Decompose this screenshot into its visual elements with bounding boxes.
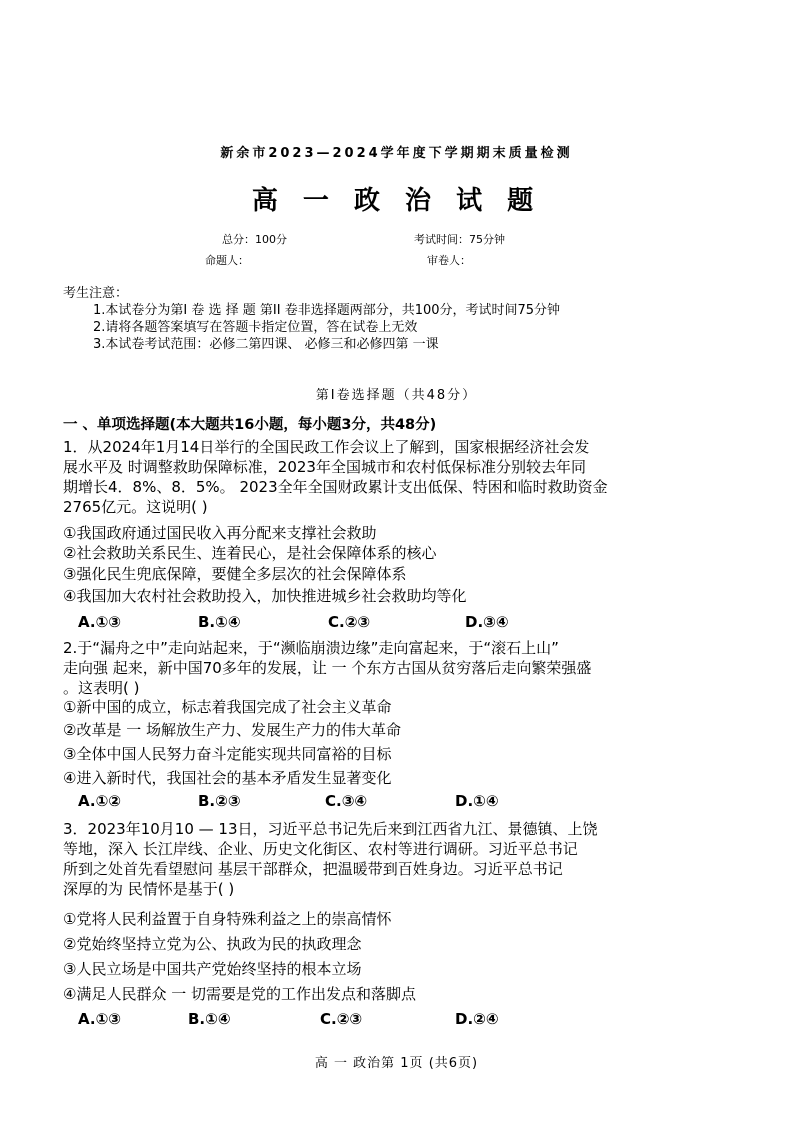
exam-name: 新余市2023—2024学年度下学期期末质量检测 bbox=[220, 146, 573, 161]
stem-line: 1．从2024年1月14日举行的全国民政工作会议上了解到，国家根据经济社会发 bbox=[63, 438, 590, 456]
question-1-option: ④我国加大农村社会救助投入，加快推进城乡社会救助均等化 bbox=[63, 587, 467, 605]
part-title: 一 、单项选择题(本大题共16小题，每小题3分，共48分) bbox=[63, 417, 437, 433]
choice-c: C.②③ bbox=[320, 1010, 363, 1028]
question-2-option: ①新中国的成立，标志着我国完成了社会主义革命 bbox=[63, 698, 392, 716]
question-1-stem bbox=[63, 437, 728, 517]
page-footer: 高 一 政治第 1页 (共6页) bbox=[314, 1056, 479, 1071]
note-item: 2.请将各题答案填写在答题卡指定位置，答在试卷上无效 bbox=[93, 320, 418, 335]
stem-line: 3．2023年10月10 — 13日，习近平总书记先后来到江西省九江、景德镇、上饶 bbox=[63, 820, 598, 838]
stem-line: 2.于“漏舟之中”走向站起来，于“濒临崩溃边缘”走向富起来，于“滚石上山” bbox=[63, 639, 559, 657]
question-3-option: ①党将人民利益置于自身特殊利益之上的崇高情怀 bbox=[63, 910, 392, 928]
choice-b: B.②③ bbox=[198, 792, 241, 810]
stem-line: 走向强 起来，新中国70多年的发展，让 一 个东方古国从贫穷落后走向繁荣强盛 bbox=[63, 659, 592, 677]
question-1-option: ①我国政府通过国民收入再分配来支撑社会救助 bbox=[63, 524, 377, 542]
question-2-choices bbox=[78, 792, 499, 810]
choice-c: C.②③ bbox=[328, 613, 371, 631]
stem-line: 等地，深入 长江岸线、企业、历史文化街区、农村等进行调研。习近平总书记 bbox=[63, 840, 578, 858]
note-item: 1.本试卷分为第I 卷 选 择 题 第II 卷非选择题两部分，共100分，考试时间75分钟 bbox=[93, 303, 561, 318]
exam-time: 考试时间：75分钟 bbox=[414, 233, 505, 246]
choice-b: B.①④ bbox=[188, 1010, 231, 1028]
choice-b: B.①④ bbox=[198, 613, 241, 631]
stem-line: 期增长4．8%、8．5%。 2023全年全国财政累计支出低保、特困和临时救助资金 bbox=[63, 478, 608, 496]
stem-line: 展水平及 时调整救助保障标准，2023年全国城市和农村低保标准分别较去年同 bbox=[63, 458, 586, 476]
question-1-option: ③强化民生兜底保障，要健全多层次的社会保障体系 bbox=[63, 565, 407, 583]
question-2-option: ④进入新时代，我国社会的基本矛盾发生显著变化 bbox=[63, 769, 392, 787]
choice-d: D.③④ bbox=[465, 613, 509, 631]
choice-c: C.③④ bbox=[325, 792, 368, 810]
question-3-option: ②党始终坚持立党为公、执政为民的执政理念 bbox=[63, 935, 362, 953]
stem-line: 2765亿元。这说明( ) bbox=[63, 498, 208, 516]
section-title: 第I卷选择题（共48分） bbox=[315, 388, 478, 403]
question-2-stem bbox=[63, 638, 728, 698]
question-3-option: ③人民立场是中国共产党始终坚持的根本立场 bbox=[63, 960, 362, 978]
question-2-option: ③全体中国人民努力奋斗定能实现共同富裕的目标 bbox=[63, 745, 392, 763]
notes-heading: 考生注意： bbox=[63, 286, 129, 301]
question-3-option: ④满足人民群众 一 切需要是党的工作出发点和落脚点 bbox=[63, 985, 416, 1003]
total-score: 总分：100分 bbox=[222, 233, 287, 246]
choice-d: D.②④ bbox=[455, 1010, 499, 1028]
choice-a: A.①③ bbox=[78, 613, 121, 631]
choice-d: D.①④ bbox=[455, 792, 499, 810]
subject-title: 高 一 政 治 试 题 bbox=[251, 186, 542, 216]
exam-notes bbox=[63, 285, 560, 353]
question-3-choices bbox=[78, 1010, 499, 1028]
question-1-choices bbox=[78, 613, 509, 631]
choice-a: A.①② bbox=[78, 792, 121, 810]
stem-line: 。这表明( ) bbox=[63, 679, 140, 697]
question-3-stem bbox=[63, 819, 728, 899]
note-item: 3.本试卷考试范围：必修二第四课、 必修三和必修四第 一课 bbox=[93, 337, 439, 352]
stem-line: 所到之处首先看望慰问 基层干部群众，把温暖带到百姓身边。习近平总书记 bbox=[63, 860, 563, 878]
reviewer-label: 审卷人： bbox=[427, 254, 471, 267]
question-2-option: ②改革是 一 场解放生产力、发展生产力的伟大革命 bbox=[63, 721, 401, 739]
choice-a: A.①③ bbox=[78, 1010, 121, 1028]
author-label: 命题人： bbox=[205, 254, 249, 267]
question-1-option: ②社会救助关系民生、连着民心，是社会保障体系的核心 bbox=[63, 544, 437, 562]
stem-line: 深厚的为 民情怀是基于( ) bbox=[63, 880, 235, 898]
